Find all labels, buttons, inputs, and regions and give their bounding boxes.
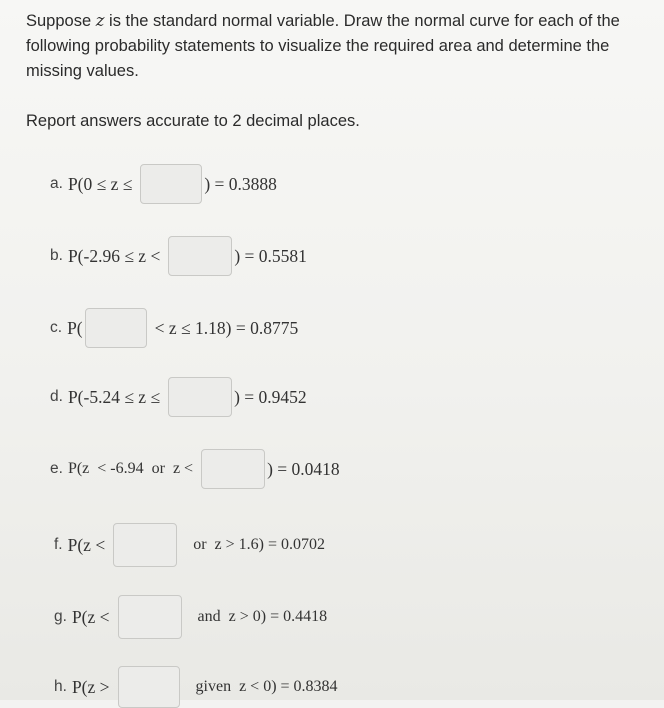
report-note: Report answers accurate to 2 decimal places. <box>26 112 360 130</box>
answer-c-input[interactable] <box>85 308 147 348</box>
problem-f-letter: f. <box>54 536 63 553</box>
problem-g-suffix: and z > 0) = 0.4418 <box>197 608 328 625</box>
answer-g-input[interactable] <box>118 595 182 639</box>
answer-a-input[interactable] <box>140 164 202 204</box>
z-variable-symbol: z <box>95 11 105 30</box>
problem-g-letter: g. <box>54 608 67 625</box>
problem-b-letter: b. <box>50 247 63 264</box>
problem-b <box>50 236 307 276</box>
problem-a-suffix: ) = 0.3888 <box>204 174 277 194</box>
problem-e-prefix: P(z < -6.94 or z < <box>67 460 194 477</box>
problem-a-letter: a. <box>50 175 63 192</box>
problem-g <box>54 595 327 639</box>
problem-c-prefix: P( <box>67 318 83 338</box>
problem-c-suffix: < z ≤ 1.18) = 0.8775 <box>154 318 299 338</box>
answer-e-input[interactable] <box>201 449 265 489</box>
answer-b-input[interactable] <box>168 236 232 276</box>
problem-a-prefix: P(0 ≤ z ≤ <box>67 174 133 194</box>
answer-h-input[interactable] <box>118 666 180 708</box>
problem-d-letter: d. <box>50 388 63 405</box>
problem-g-prefix: P(z < <box>71 607 110 627</box>
problem-d <box>50 377 307 417</box>
problem-f-suffix: or z > 1.6) = 0.0702 <box>193 536 326 553</box>
answer-d-input[interactable] <box>168 377 232 417</box>
problem-f-prefix: P(z < <box>67 535 106 555</box>
problem-b-prefix: P(-2.96 ≤ z < <box>67 246 161 266</box>
problem-f <box>54 523 325 567</box>
problem-e-suffix: ) = 0.0418 <box>267 459 340 479</box>
problem-h-prefix: P(z > <box>71 677 110 697</box>
answer-f-input[interactable] <box>113 523 177 567</box>
problem-h <box>54 666 338 708</box>
problem-e <box>50 449 340 489</box>
problem-h-suffix: given z < 0) = 0.8384 <box>195 678 338 695</box>
problem-d-prefix: P(-5.24 ≤ z ≤ <box>67 387 161 407</box>
problem-a <box>50 164 277 204</box>
problem-b-suffix: ) = 0.5581 <box>234 246 307 266</box>
instructions-text: Suppose z is the standard normal variable. Draw the normal curve for each of the following probability statements to visualize the required area and determine the missing values. <box>26 11 620 80</box>
problem-h-letter: h. <box>54 678 67 695</box>
problem-c-letter: c. <box>50 319 63 336</box>
problem-d-suffix: ) = 0.9452 <box>234 387 307 407</box>
problem-e-letter: e. <box>50 460 63 477</box>
problem-c <box>50 308 298 348</box>
